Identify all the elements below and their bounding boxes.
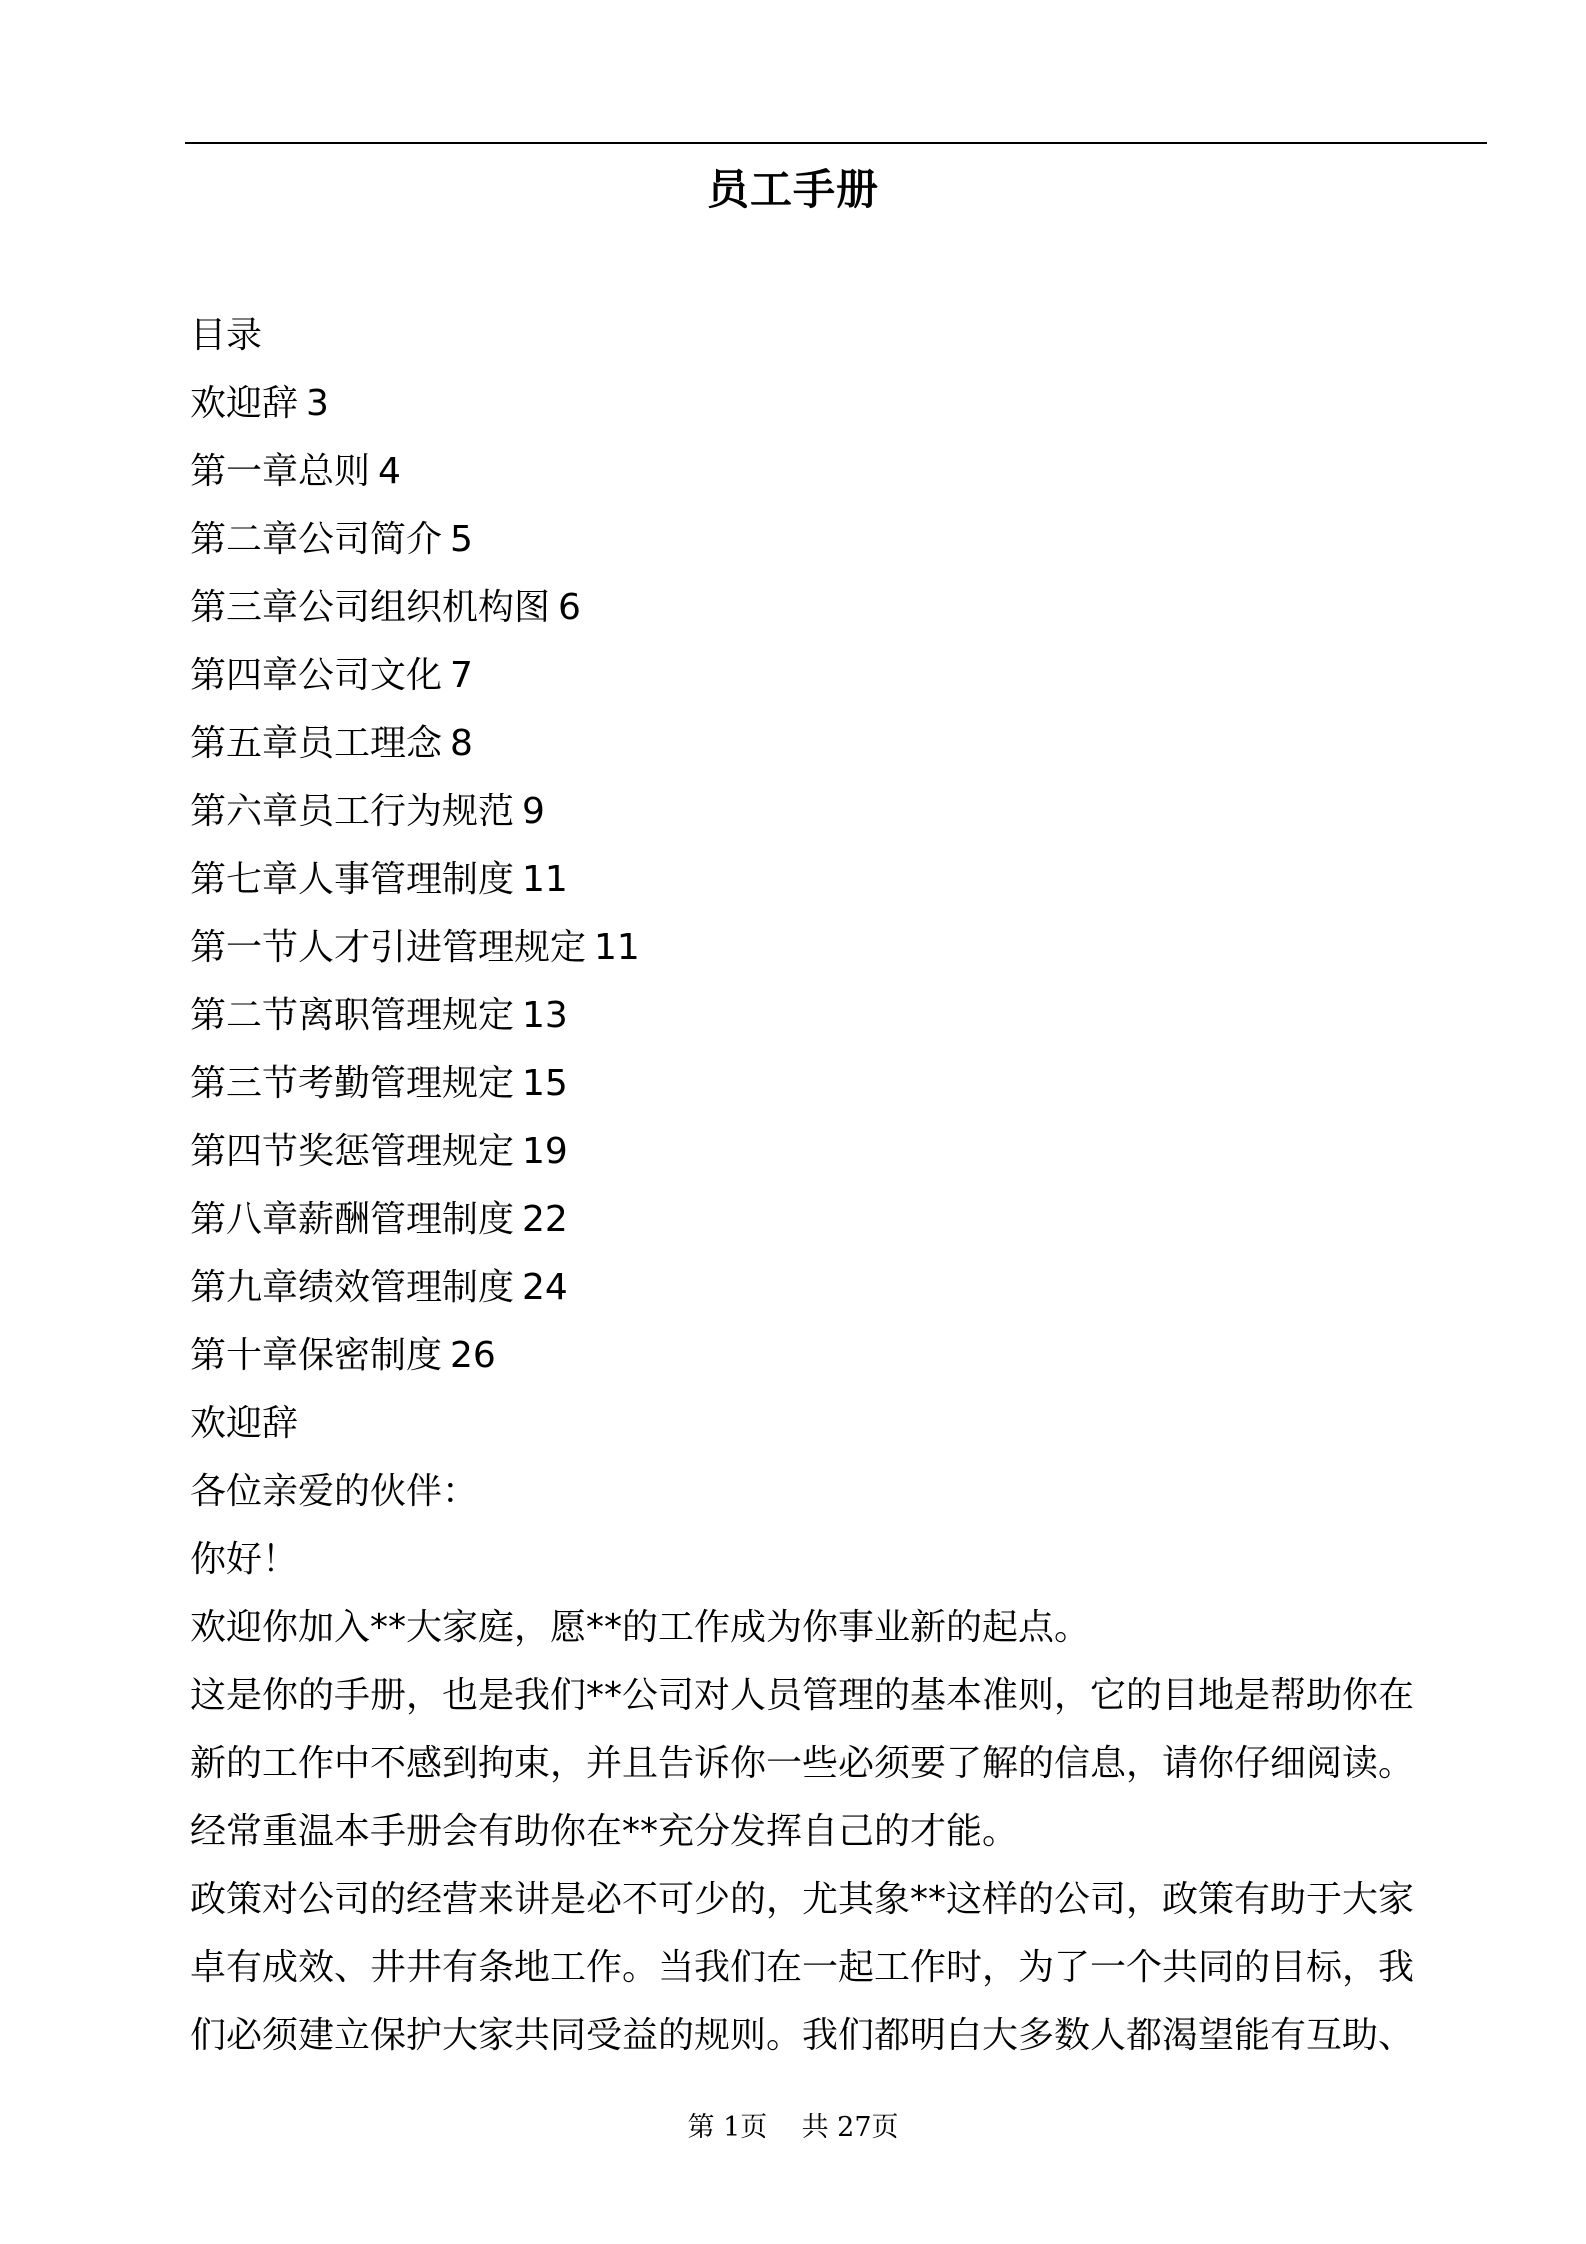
paragraph-line: 新的工作中不感到拘束，并且告诉你一些必须要了解的信息，请你仔细阅读。	[190, 1743, 1415, 1784]
toc-entry	[190, 1186, 1490, 1254]
toc-entry	[190, 1254, 1490, 1322]
toc-entry-label: 第一章总则	[190, 451, 371, 492]
toc-entry	[190, 1118, 1490, 1186]
toc-entry-label: 第二章公司简介	[190, 519, 443, 560]
toc-entry	[190, 574, 1490, 642]
toc-entry	[190, 642, 1490, 710]
toc-entry-label: 第三章公司组织机构图	[190, 587, 551, 628]
paragraph-line: 你好！	[190, 1539, 299, 1580]
toc-entry-page: 19	[522, 1131, 568, 1172]
toc-entry	[190, 1322, 1490, 1390]
toc-entry-page: 8	[450, 723, 473, 764]
toc-entry-page: 6	[558, 587, 581, 628]
toc-entry-label: 第八章薪酬管理制度	[190, 1199, 515, 1240]
toc-entry	[190, 914, 1490, 982]
toc-entry-page: 7	[450, 655, 473, 696]
toc-entry-label: 第一节人才引进管理规定	[190, 927, 587, 968]
toc-entry-label: 第七章人事管理制度	[190, 859, 515, 900]
toc-entry-label: 第二节离职管理规定	[190, 995, 515, 1036]
toc-entry-label: 第三节考勤管理规定	[190, 1063, 515, 1104]
toc-entry-page: 24	[522, 1267, 568, 1308]
toc-entry-page: 3	[306, 383, 329, 424]
toc-entry	[190, 778, 1490, 846]
paragraph-line: 政策对公司的经营来讲是必不可少的，尤其象**这样的公司，政策有助于大家	[190, 1879, 1415, 1920]
toc-entry-label: 第九章绩效管理制度	[190, 1267, 515, 1308]
toc-entry	[190, 710, 1490, 778]
toc-entry-page: 9	[522, 791, 545, 832]
toc-entry	[190, 506, 1490, 574]
toc-entry-page: 11	[522, 859, 568, 900]
toc-entry	[190, 438, 1490, 506]
paragraph-line: 欢迎你加入**大家庭，愿**的工作成为你事业新的起点。	[190, 1607, 1091, 1648]
paragraph-line: 卓有成效、井井有条地工作。当我们在一起工作时，为了一个共同的目标，我	[190, 1947, 1415, 1988]
welcome-heading: 欢迎辞	[190, 1403, 299, 1444]
paragraph-line: 这是你的手册，也是我们**公司对人员管理的基本准则，它的目地是帮助你在	[190, 1675, 1415, 1716]
toc-entry-label: 第五章员工理念	[190, 723, 443, 764]
toc-entry-label: 第十章保密制度	[190, 1335, 443, 1376]
paragraph-line: 各位亲爱的伙伴：	[190, 1471, 479, 1512]
toc-entry-label: 欢迎辞	[190, 383, 299, 424]
toc-entry	[190, 846, 1490, 914]
paragraph-line: 经常重温本手册会有助你在**充分发挥自己的才能。	[190, 1811, 1019, 1852]
paragraph-line: 们必须建立保护大家共同受益的规则。我们都明白大多数人都渴望能有互助、	[190, 2015, 1415, 2056]
toc-entry-page: 26	[450, 1335, 496, 1376]
document-title: 员工手册	[706, 165, 879, 214]
toc-entry-page: 5	[450, 519, 473, 560]
toc-heading: 目录	[190, 315, 263, 356]
toc-entry-page: 22	[522, 1199, 568, 1240]
toc-entry	[190, 982, 1490, 1050]
toc-entry	[190, 370, 1490, 438]
toc-entry-page: 15	[522, 1063, 568, 1104]
toc-entry-page: 13	[522, 995, 568, 1036]
toc-entry-page: 11	[594, 927, 640, 968]
header-rule	[185, 142, 1487, 144]
document-body	[190, 302, 1490, 2070]
toc-entry-label: 第四章公司文化	[190, 655, 443, 696]
toc-entry	[190, 1050, 1490, 1118]
toc-entry-label: 第四节奖惩管理规定	[190, 1131, 515, 1172]
page-number-footer: 第 1页 共 27页	[687, 2112, 899, 2143]
toc-entry-page: 4	[378, 451, 401, 492]
toc-entry-label: 第六章员工行为规范	[190, 791, 515, 832]
